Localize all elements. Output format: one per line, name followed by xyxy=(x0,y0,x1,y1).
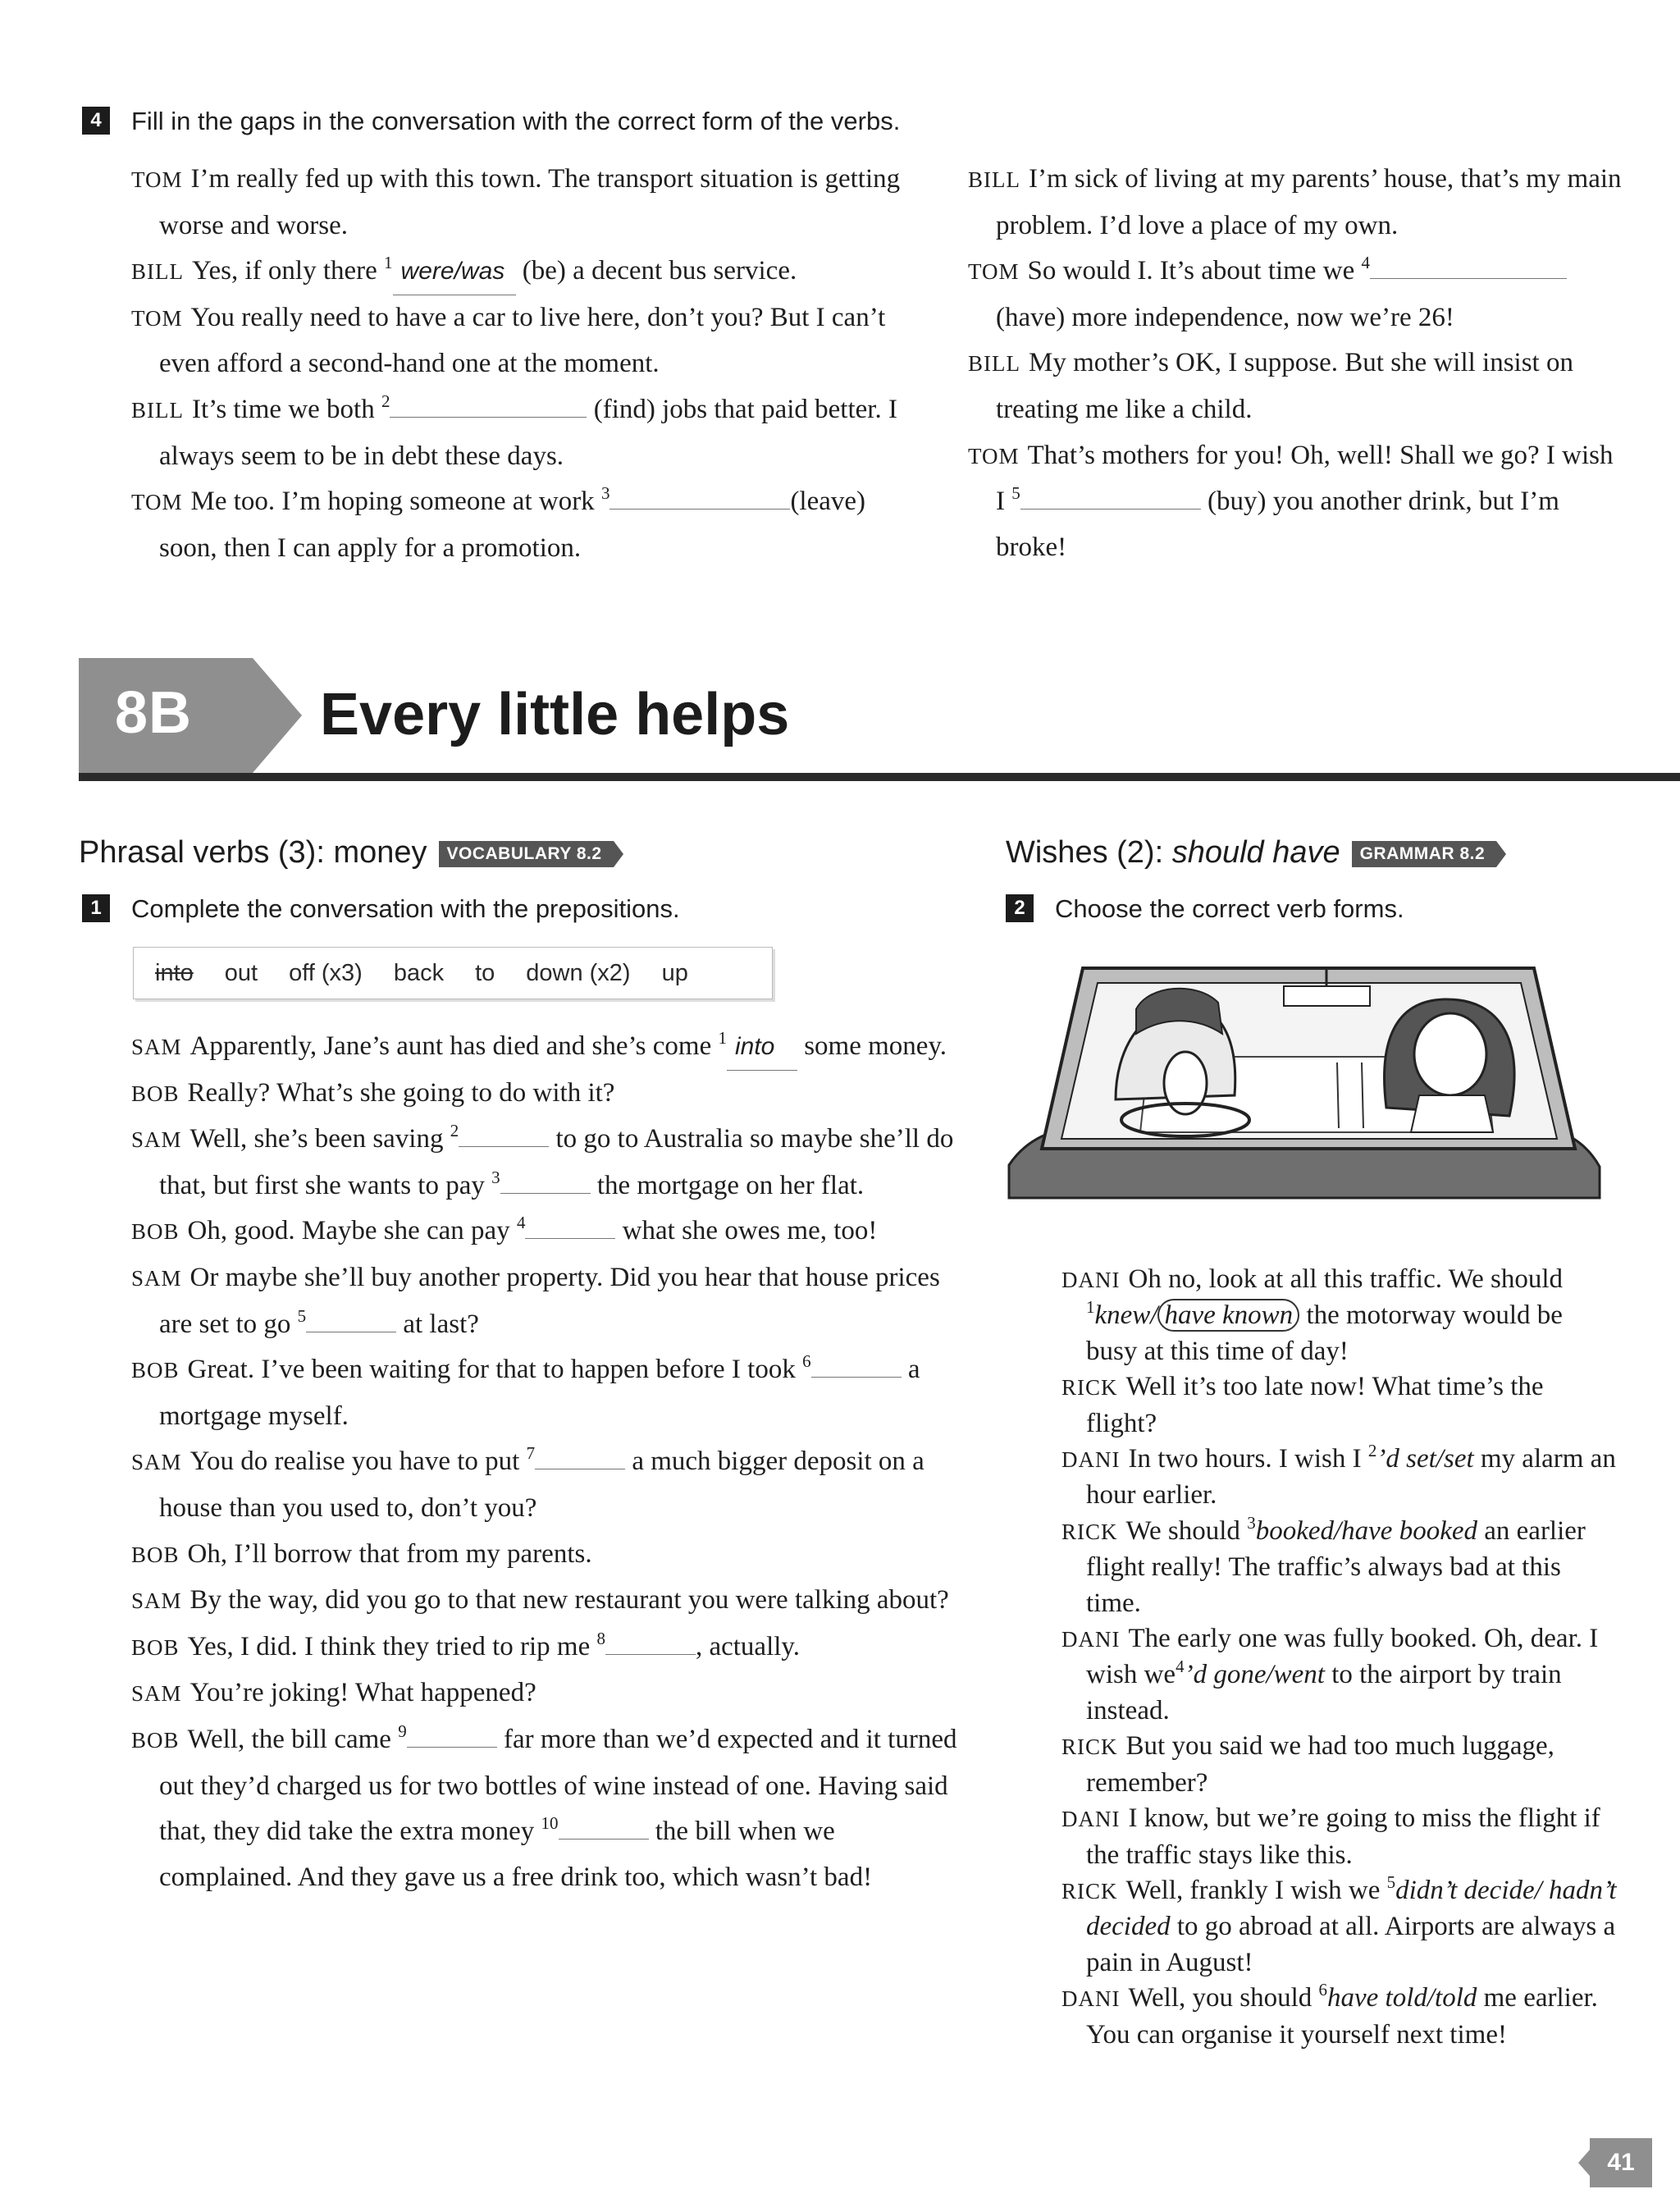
grammar-tag: GRAMMAR 8.2 xyxy=(1352,841,1497,867)
exercise-4-instruction xyxy=(82,107,900,136)
answer-gap[interactable]: into xyxy=(727,1024,797,1071)
dialogue-line: BOB Well, the bill came $^9$ far more than we’d expected and it turned out they’d charged us for two bottles of wine instead of one. Having said that, they did take the extra money $^{10}$ the bill when we complained. And they gave us a free drink too, which wasn’t bad! xyxy=(131,1721,957,1892)
answer-gap[interactable] xyxy=(525,1238,615,1239)
dialogue-line: DANI The early one was fully booked. Oh, dear. I wish $we^4’d$ gone/went to the airport by train instead. xyxy=(1061,1624,1599,1725)
answer-gap[interactable] xyxy=(609,509,790,510)
dialogue-line: BOB Really? What’s she going to do with it? xyxy=(131,1077,615,1108)
word-item: to xyxy=(475,959,495,986)
dialogue-line: SAM You’re joking! What happened? xyxy=(131,1678,536,1708)
answer-gap[interactable] xyxy=(1370,278,1567,279)
car-illustration xyxy=(1001,952,1608,1223)
verb-options[interactable]: have told/told xyxy=(1327,1983,1477,2013)
dialogue-line: SAM By the way, did you go to that new restaurant you were talking about? xyxy=(131,1585,949,1616)
dialogue-line: TOM I’m really fed up with this town. The transport situation is getting worse and worse. xyxy=(131,164,901,240)
answer-gap[interactable] xyxy=(407,1747,497,1748)
word-item: into xyxy=(155,959,194,986)
dialogue-line: RICK But you said we had too much luggage, remember? xyxy=(1061,1731,1554,1798)
dialogue-line: BILL My mother’s OK, I suppose. But she will insist on treating me like a child. xyxy=(968,348,1573,424)
selected-option[interactable]: have known xyxy=(1157,1299,1299,1332)
unit-title: Every little helps xyxy=(320,682,790,747)
dialogue-line: DANI I know, but we’re going to miss the flight if the traffic stays like this. xyxy=(1061,1803,1600,1870)
header-rule xyxy=(79,773,1680,781)
exercise-4-right-column xyxy=(968,157,1624,570)
instruction-text: Choose the correct verb forms. xyxy=(1055,894,1404,923)
word-item: off (x3) xyxy=(289,959,363,986)
dialogue-line: TOM You really need to have a car to live here, don’t you? But I can’t even afford a second-hand one at the moment. xyxy=(131,302,886,379)
dialogue-line: BOB Oh, I’ll borrow that from my parents. xyxy=(131,1538,592,1569)
verb-options[interactable]: didn’t decide/ hadn’t decided xyxy=(1086,1875,1617,1942)
word-item: down (x2) xyxy=(526,959,631,986)
dialogue-line: SAM You do realise you have to put $^7$ a much bigger deposit on a house than you used to, don’t you? xyxy=(131,1443,924,1523)
exercise-number-badge: 2 xyxy=(1006,894,1034,922)
dialogue-line: BOB Great. I’ve been waiting for that to happen before I took $^6$ a mortgage myself. xyxy=(131,1351,920,1431)
dialogue-line: RICK Well, frankly I wish we $^5$didn’t decide/ hadn’t decided to go abroad at all. Airports are always a pain in August! xyxy=(1061,1872,1617,1977)
word-item: out xyxy=(224,959,258,986)
vocabulary-section-title: Phrasal verbs (3): money VOCABULARY 8.2 xyxy=(79,835,614,871)
unit-code: 8B xyxy=(115,680,193,746)
word-item: up xyxy=(661,959,688,986)
unit-header xyxy=(79,658,1680,781)
answer-gap[interactable] xyxy=(390,417,587,418)
exercise-2-dialogue xyxy=(1061,1262,1619,2053)
dialogue-line: DANI Well, you should $^6$have told/told me earlier. You can organise it yourself next time! xyxy=(1061,1980,1598,2050)
instruction-text: Complete the conversation with the prepositions. xyxy=(131,894,680,923)
vocabulary-tag: VOCABULARY 8.2 xyxy=(439,841,614,867)
exercise-1-instruction xyxy=(82,894,680,924)
instruction-text: Fill in the gaps in the conversation with the correct form of the verbs. xyxy=(131,107,901,135)
dialogue-line: BOB Yes, I did. I think they tried to rip me $^8$ , actually. xyxy=(131,1628,801,1661)
dialogue-line: BILL Yes, if only there $^1$ were/was (be) a decent bus service. xyxy=(131,249,902,295)
dialogue-line: TOM That’s mothers for you! Oh, well! Shall we go? I wish I $^5$ (buy) you another drink, but I’m broke! xyxy=(968,440,1614,562)
page-number: 41 xyxy=(1590,2138,1652,2187)
verb-options[interactable]: booked/have booked xyxy=(1255,1515,1477,1546)
dialogue-line: DANI In two hours. I wish I $^2$’d set/set my alarm an hour earlier. xyxy=(1061,1441,1616,1510)
chevron-right-icon xyxy=(253,658,302,773)
answer-gap[interactable] xyxy=(811,1377,902,1378)
dialogue-line: BILL I’m sick of living at my parents’ house, that’s my main problem. I’d love a place of my own. xyxy=(968,164,1622,240)
dialogue-line: DANI Oh no, look at all this traffic. We should $^1$knew/ have known the motorway would be busy at this time of day! xyxy=(1061,1264,1564,1366)
dialogue-line: SAM Apparently, Jane’s aunt has died and she’s come $^1$ into some money. xyxy=(131,1024,960,1071)
answer-gap[interactable] xyxy=(605,1654,696,1655)
dialogue-line: BILL It’s time we both $^2$ (find) jobs that paid better. I always seem to be in debt these days. xyxy=(131,391,897,471)
dialogue-line: SAM Or maybe she’ll buy another property. Did you hear that house prices are set to go $^5$ at last? xyxy=(131,1262,940,1339)
answer-gap[interactable] xyxy=(500,1193,591,1194)
word-box xyxy=(133,947,773,999)
word-item: back xyxy=(393,959,445,986)
dialogue-line: BOB Oh, good. Maybe she can pay $^4$ what she owes me, too! xyxy=(131,1213,878,1246)
dialogue-line: RICK Well it’s too late now! What time’s the flight? xyxy=(1061,1372,1544,1438)
dialogue-line: RICK We should $^3$booked/have booked an earlier flight really! The traffic’s always bad at this time. xyxy=(1061,1512,1586,1618)
dialogue-line: TOM So would I. It’s about time we $^4$ (have) more independence, now we’re 26! xyxy=(968,249,1624,340)
exercise-number-badge: 4 xyxy=(82,107,110,135)
exercise-number-badge: 1 xyxy=(82,894,110,922)
exercise-1-dialogue xyxy=(131,1024,960,1900)
dialogue-line: TOM Me too. I’m hoping someone at work $^3$ (leave) soon, then I can apply for a promotion. xyxy=(131,483,866,563)
answer-gap[interactable] xyxy=(559,1839,649,1840)
exercise-4-left-column xyxy=(131,157,902,571)
grammar-section-title: Wishes (2): should have GRAMMAR 8.2 xyxy=(1006,835,1496,871)
verb-options[interactable]: ’d set/set xyxy=(1376,1444,1474,1474)
answer-gap[interactable] xyxy=(1020,509,1201,510)
verb-options[interactable]: ’d gone/went xyxy=(1184,1660,1325,1690)
exercise-2-instruction xyxy=(1006,894,1404,924)
answer-gap[interactable] xyxy=(459,1146,549,1147)
answer-gap[interactable]: were/was xyxy=(393,249,516,295)
dialogue-line: SAM Well, she’s been saving $^2$ to go to Australia so maybe she’ll do that, but first she wants to pay $^3$ the mortgage on her flat. xyxy=(131,1121,954,1200)
